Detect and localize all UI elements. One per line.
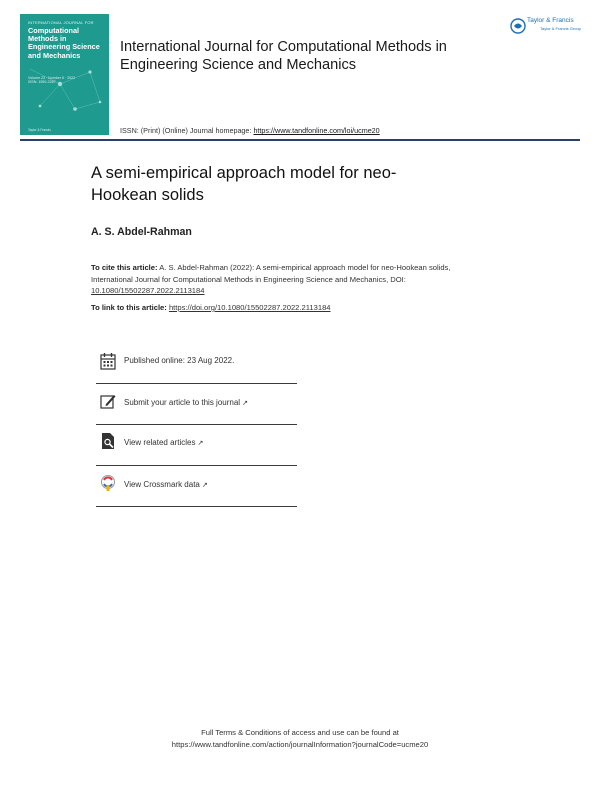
related-articles-icon bbox=[100, 432, 116, 450]
action-divider bbox=[96, 506, 297, 507]
article-doi-url[interactable]: https://doi.org/10.1080/15502287.2022.2113184 bbox=[168, 303, 331, 312]
cite-text: A. S. Abdel-Rahman (2022): A semi-empirical approach model for neo-Hookean solids, International Journal for Computational Methods in Engineering Science and Mechanics, DOI: bbox=[91, 263, 451, 284]
publisher-name: Taylor & Francis bbox=[527, 17, 574, 24]
citation-block bbox=[91, 262, 491, 297]
cover-volume: Volume 23 · Number 6 · 2022 ISSN: 1550-2287 bbox=[28, 76, 76, 85]
published-online-row bbox=[96, 352, 297, 392]
publisher-subtitle: Taylor & Francis Group bbox=[540, 26, 581, 31]
footer-line-1: Full Terms & Conditions of access and use can be found at bbox=[201, 728, 399, 737]
cover-publisher: Taylor & Francis bbox=[28, 128, 51, 132]
doi-link[interactable]: 10.1080/15502287.2022.2113184 bbox=[91, 286, 205, 296]
header-divider bbox=[20, 139, 580, 141]
issn-line bbox=[120, 126, 380, 135]
published-online-text: Published online: 23 Aug 2022. bbox=[124, 356, 235, 365]
journal-homepage-link[interactable]: https://www.tandfonline.com/loi/ucme20 bbox=[253, 126, 380, 135]
footer-terms-link[interactable]: https://www.tandfonline.com/action/journalInformation?journalCode=ucme20 bbox=[171, 739, 429, 749]
article-author: A. S. Abdel-Rahman bbox=[91, 226, 192, 238]
link-label: To link to this article: bbox=[91, 303, 167, 312]
issn-prefix: ISSN: (Print) (Online) Journal homepage: bbox=[120, 126, 252, 135]
footer-terms bbox=[100, 727, 500, 750]
external-link-icon: ↗ bbox=[201, 482, 208, 489]
edit-icon bbox=[100, 392, 116, 410]
journal-cover bbox=[20, 14, 109, 135]
action-divider bbox=[96, 383, 297, 384]
action-divider bbox=[96, 465, 297, 466]
calendar-icon bbox=[100, 352, 116, 370]
external-link-icon: ↗ bbox=[197, 440, 204, 447]
external-link-icon: ↗ bbox=[242, 400, 248, 407]
action-divider bbox=[96, 424, 297, 425]
crossmark-row[interactable] bbox=[96, 474, 297, 514]
cover-top-line: INTERNATIONAL JOURNAL FOR bbox=[28, 20, 94, 25]
article-link-line bbox=[91, 303, 491, 312]
submit-article-link[interactable]: Submit your article to this journal ↗ bbox=[124, 398, 248, 407]
journal-title: International Journal for Computational Methods in Engineering Science and Mechanics bbox=[120, 39, 447, 73]
crossmark-icon bbox=[100, 474, 116, 492]
cite-label: To cite this article: bbox=[91, 263, 158, 272]
related-articles-link[interactable]: View related articles ↗ bbox=[124, 438, 204, 447]
article-title: A semi-empirical approach model for neo-Hookean solids bbox=[91, 164, 397, 204]
submit-article-row[interactable] bbox=[96, 392, 297, 432]
cover-title: Computational Methods in Engineering Science and Mechanics bbox=[28, 26, 100, 60]
crossmark-link[interactable]: View Crossmark data ↗ bbox=[124, 480, 208, 489]
